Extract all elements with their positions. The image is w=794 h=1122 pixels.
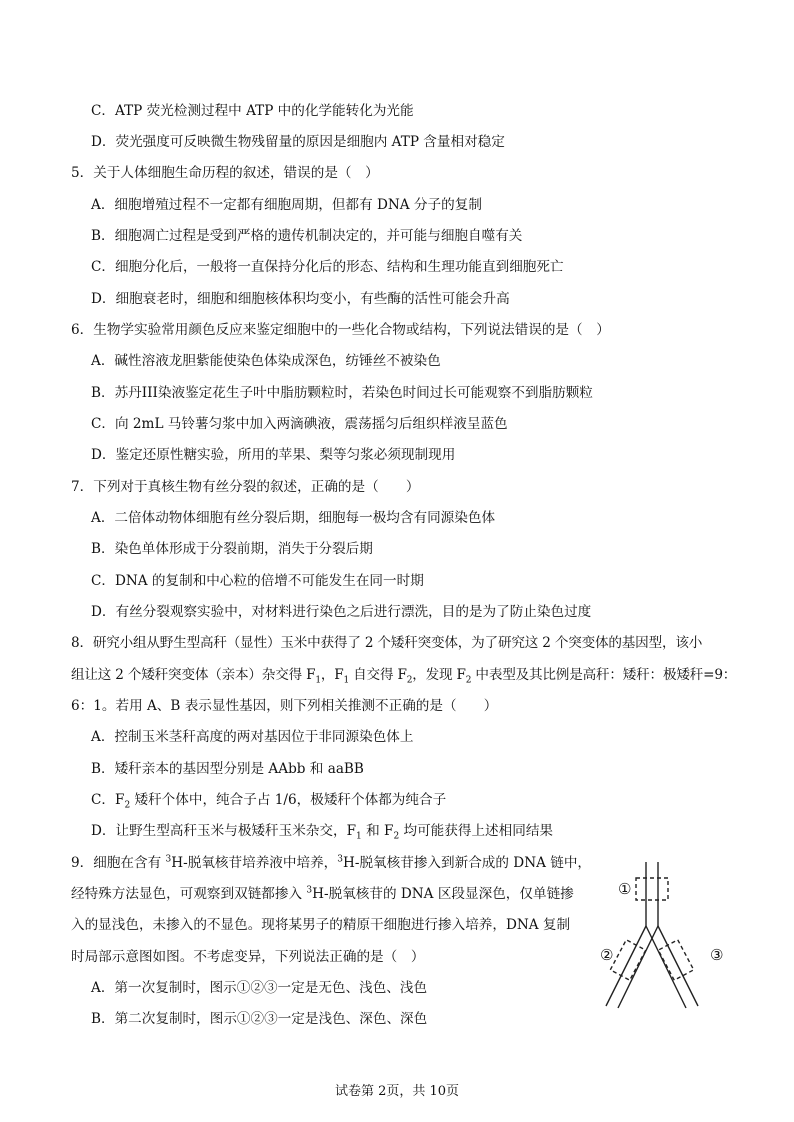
q7-option-b: B．染色单体形成于分裂前期，消失于分裂后期 [91,541,373,557]
q9-stem-line4: 时局部示意图如图。不考虑变异，下列说法正确的是（ ） [71,949,425,965]
q4-option-c: C．ATP 荧光检测过程中 ATP 中的化学能转化为光能 [91,103,414,119]
fork-strand-3 [646,926,686,1008]
figure-label-1: ① [618,880,632,898]
figure-label-2: ② [600,946,614,964]
q8-stem-line2: 组让这 2 个矮秆突变体（亲本）杂交得 $F_1$，$F_1$ 自交得 $F_2$，发现 $F_2$ 中表型及其比例是高秆：矮秆：极矮秆=9： [71,667,737,686]
q6-stem: 6．生物学实验常用颜色反应来鉴定细胞中的一些化合物或结构，下列说法错误的是（ ） [71,322,610,338]
q6-option-d: D．鉴定还原性糖实验，所用的苹果、梨等匀浆必须现制现用 [91,447,456,463]
q7-option-a: A．二倍体动物体细胞有丝分裂后期，细胞每一极均含有同源染色体 [91,510,496,526]
q7-option-c: C．DNA 的复制和中心粒的倍增不可能发生在同一时期 [91,573,424,589]
q7-stem: 7．下列对于真核生物有丝分裂的叙述，正确的是（ ） [71,479,420,495]
region-box-1 [636,878,668,900]
q8-option-c: C．$F_2$ 矮秆个体中，纯合子占 1/6，极矮秆个体都为纯合子 [91,792,447,811]
q8-stem-line3: 6：1。若用 A、B 表示显性基因，则下列相关推测不正确的是（ ） [71,698,498,714]
region-box-2 [610,940,645,980]
q5-option-c: C．细胞分化后，一般将一直保持分化后的形态、结构和生理功能直到细胞死亡 [91,259,564,275]
q5-option-b: B．细胞凋亡过程是受到严格的遗传机制决定的，并可能与细胞自噬有关 [91,228,523,244]
q9-stem-line2: 经特殊方法显色，可观察到双链都掺入 $^3$H-脱氧核苷的 DNA 区段显深色，仅单链掺 [71,885,574,902]
q4-option-d: D．荧光强度可反映微生物残留量的原因是细胞内 ATP 含量相对稳定 [91,134,505,150]
page-footer: 试卷第 2页，共 10页 [334,1084,460,1099]
figure-label-3: ③ [710,946,724,964]
dna-replication-figure [600,856,730,1016]
q5-stem: 5．关于人体细胞生命历程的叙述，错误的是（ ） [71,165,379,181]
region-box-3 [658,940,693,980]
q9-stem-line1: 9．细胞在含有 $^3$H-脱氧核苷培养液中培养，$^3$H-脱氧核苷掺入到新合成的 DNA 链中， [71,854,592,871]
q5-option-a: A．细胞增殖过程不一定都有细胞周期，但都有 DNA 分子的复制 [91,197,482,213]
q8-stem-line1: 8．研究小组从野生型高秆（显性）玉米中获得了 2 个矮秆突变体，为了研究这 2 个突变体的基因型，该小 [71,635,703,651]
fork-strand-1 [606,926,646,1006]
q8-option-a: A．控制玉米茎秆高度的两对基因位于非同源染色体上 [91,729,414,745]
q7-option-d: D．有丝分裂观察实验中，对材料进行染色之后进行漂洗，目的是为了防止染色过度 [91,604,592,620]
q6-option-c: C．向 2mL 马铃薯匀浆中加入两滴碘液，震荡摇匀后组织样液呈蓝色 [91,416,508,432]
q9-option-b: B．第二次复制时，图示①②③一定是浅色、深色、深色 [91,1011,428,1027]
q6-option-a: A．碱性溶液龙胆紫能使染色体染成深色，纺锤丝不被染色 [91,353,441,369]
q9-option-a: A．第一次复制时，图示①②③一定是无色、浅色、浅色 [91,980,428,996]
q5-option-d: D．细胞衰老时，细胞和细胞核体积均变小，有些酶的活性可能会升高 [91,291,510,307]
q6-option-b: B．苏丹III染液鉴定花生子叶中脂肪颗粒时，若染色时间过长可能观察不到脂肪颗粒 [91,385,593,401]
q9-stem-line3: 入的显浅色，未掺入的不显色。现将某男子的精原干细胞进行掺入培养，DNA 复制 [71,917,571,933]
q8-option-b: B．矮秆亲本的基因型分别是 AAbb 和 aaBB [91,761,364,777]
q8-option-d: D．让野生型高秆玉米与极矮秆玉米杂交，$F_1$ 和 $F_2$ 均可能获得上述相同结果 [91,823,554,842]
